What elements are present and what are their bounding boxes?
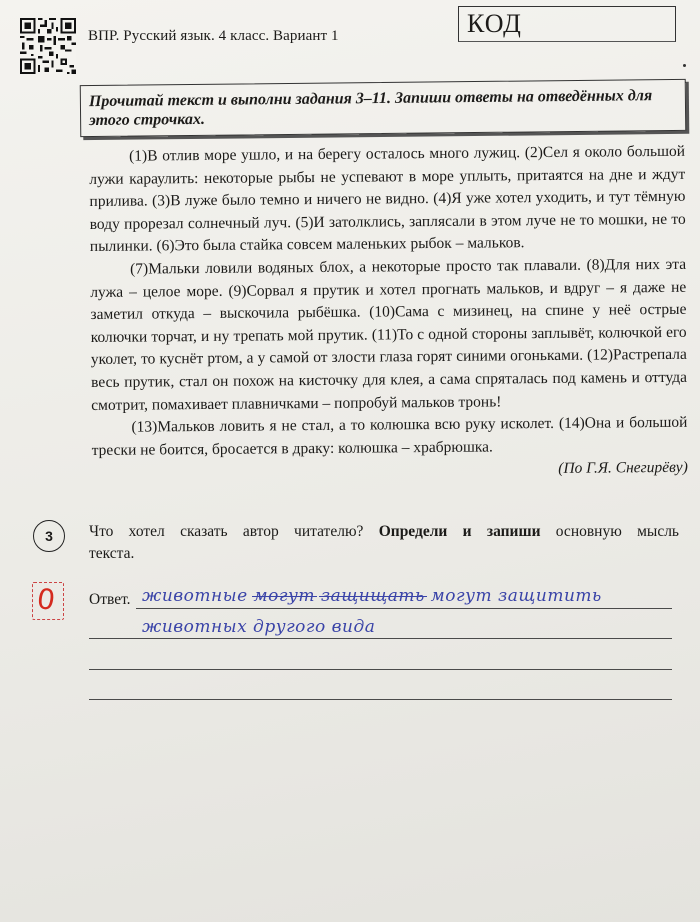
strikethrough-line: [319, 596, 427, 597]
code-box: [458, 6, 676, 42]
answer-line-2[interactable]: [89, 638, 672, 639]
task-question: [89, 521, 679, 565]
task-number-badge: 3: [33, 520, 65, 552]
answer-line-1[interactable]: [136, 608, 672, 609]
struck-word-2-text: защищать: [320, 586, 425, 606]
page-header-title: ВПР. Русский язык. 4 класс. Вариант 1: [88, 28, 339, 44]
text-source: (По Г.Я. Снегирёву): [558, 459, 688, 478]
task-question-part2: основную мысль: [555, 523, 679, 540]
qr-code-icon: [20, 18, 76, 74]
handwritten-word: животные: [142, 586, 248, 606]
score-mark: 0: [34, 581, 58, 618]
task-question-part1: Что хотел сказать автор читателю?: [89, 523, 364, 540]
struck-word-1-text: могут: [253, 586, 315, 606]
handwritten-correction: могут защитить: [430, 586, 602, 606]
struck-word-1: [254, 586, 315, 606]
task-question-line2: текста.: [89, 545, 135, 562]
handwritten-answer-line-1: [142, 586, 602, 606]
answer-line-4[interactable]: [89, 699, 672, 700]
strikethrough-line: [252, 596, 317, 597]
instruction-text: Прочитай текст и выполни задания 3–11. Запиши ответы на отведённых для этого строчках.: [88, 87, 653, 130]
page-mark-dot: [683, 64, 686, 67]
instruction-box: [80, 79, 687, 137]
text-paragraph-1: (1)В отлив море ушло, и на берегу осталось много лужиц. (2)Сел я около большой лужи караулить: некоторые рыбы не успевают в море уплыть, притаятся на дне и ждут прилива. (3)В луже было темно и ничего не видно. (4)Я уже хотел уходить, и тут тёмную воду прорезал солнечный луч. (5)И затолклись, заплясали в этом луче не то мошки, не то пылинки. (6)Это была стайка совсем маленьких рыбок – мальков.: [89, 142, 686, 256]
answer-line-3[interactable]: [89, 669, 672, 670]
struck-word-2: [321, 586, 425, 606]
code-label: КОД: [467, 9, 522, 38]
text-paragraph-2: (7)Мальки ловили водяных блох, а некоторые просто так плавали. (8)Для них эта лужа – целое море. (9)Сорвал я прутик и хотел прогнать мальков, и вдруг – я даже не заметил откуда – выскочила рыбёшка. (10)Сама с мизинец, на спине у неё острые колючки торчат, и ну трепать мой прутик. (11)То с одной стороны заплывёт, колючкой его уколет, то куснёт ртом, а у самой от злости глаза горят синими огоньками. (12)Растрепала весь прутик, стал он похож на кисточку для клея, а сама спряталась под камень и оттуда смотрит, помахивает плавничками – попробуй мальков тронь!: [90, 255, 688, 414]
text-paragraph-3: (13)Мальков ловить я не стал, а то колюшка всю руку исколет. (14)Она и большой трески не боится, бросается в драку: колюшка – храбрюшка.: [91, 413, 688, 459]
task-question-bold: Определи и запиши: [378, 523, 541, 540]
reading-text: [89, 141, 688, 485]
task-question-line1: [89, 521, 679, 543]
answer-label: Ответ.: [89, 591, 131, 608]
handwritten-answer-line-2: животных другого вида: [142, 617, 376, 637]
